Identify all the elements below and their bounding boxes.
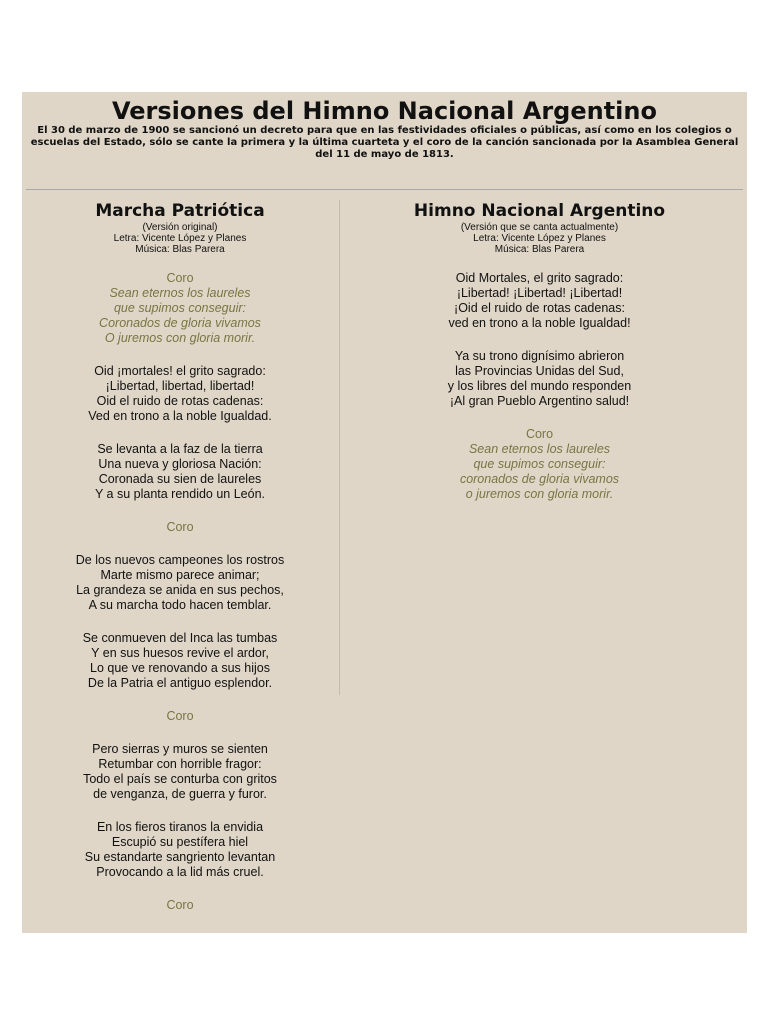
verse-line: Retumbar con horrible fragor: <box>98 757 262 771</box>
verse-line: Se conmueven del Inca las tumbas <box>82 631 278 645</box>
chorus-line: Sean eternos los laureles <box>468 442 611 456</box>
verse-line: Todo el país se conturba con gritos <box>83 772 277 786</box>
verse-line: Ya su trono dignísimo abrieron <box>454 349 625 363</box>
column-current <box>387 200 692 520</box>
chorus-line: o juremos con gloria morir. <box>465 487 614 501</box>
column-heading: Marcha Patriótica <box>95 201 265 221</box>
verse-line: ¡Libertad, libertad, libertad! <box>105 379 255 393</box>
music-credit: Música: Blas Parera <box>494 244 585 255</box>
verse-line: Coronada su sien de laureles <box>98 472 262 486</box>
verse-line: las Provincias Unidas del Sud, <box>455 364 624 378</box>
credits <box>40 222 320 255</box>
verse-line: Oid ¡mortales! el grito sagrado: <box>94 364 266 378</box>
chorus-line: O juremos con gloria morir. <box>104 331 256 345</box>
verse-line: de venganza, de guerra y furor. <box>93 787 267 801</box>
chorus-reference: Coro <box>166 520 194 534</box>
column-original <box>40 200 320 931</box>
page-title: Versiones del Himno Nacional Argentino <box>112 97 657 125</box>
verse-line: Marte mismo parece animar; <box>100 568 260 582</box>
verse-line: Se levanta a la faz de la tierra <box>97 442 263 456</box>
lyrics-credit: Letra: Vicente López y Planes <box>473 233 606 244</box>
stanza <box>40 631 320 691</box>
chorus <box>40 271 320 346</box>
verse-line: ¡Oid el ruido de rotas cadenas: <box>454 301 625 315</box>
stanza <box>387 349 692 409</box>
chorus-line: Sean eternos los laureles <box>109 286 251 300</box>
verse-line: Oid Mortales, el grito sagrado: <box>455 271 624 285</box>
verse-line: Pero sierras y muros se sienten <box>92 742 268 756</box>
horizontal-rule <box>26 189 743 190</box>
verse-line: Lo que ve renovando a sus hijos <box>90 661 270 675</box>
chorus-line: coronados de gloria vivamos <box>459 472 620 486</box>
stanza <box>387 271 692 331</box>
lyrics-credit: Letra: Vicente López y Planes <box>113 233 247 244</box>
document-panel <box>22 92 747 933</box>
version-note: (Versión que se canta actualmente) <box>460 222 619 233</box>
chorus-line: que supimos conseguir: <box>473 457 606 471</box>
chorus-line: que supimos conseguir: <box>113 301 247 315</box>
verse-line: En los fieros tiranos la envidia <box>96 820 264 834</box>
verse-line: Oid el ruido de rotas cadenas: <box>96 394 264 408</box>
verse-line: De los nuevos campeones los rostros <box>75 553 285 567</box>
chorus-reference: Coro <box>166 709 194 723</box>
verse-line: ved en trono a la noble Igualdad! <box>448 316 631 330</box>
chorus-line: Coronados de gloria vivamos <box>99 316 261 330</box>
verse-line: La grandeza se anida en sus pechos, <box>76 583 284 597</box>
chorus-reference: Coro <box>166 898 194 912</box>
verse-line: ¡Libertad! ¡Libertad! ¡Libertad! <box>456 286 623 300</box>
credits <box>387 222 692 255</box>
intro-paragraph: El 30 de marzo de 1900 se sancionó un decreto para que en las festividades oficiales o públicas, así como en los colegios o escuelas del Estado, sólo se cante la primera y la última cuarteta y el coro de la canción sancionada por la Asamblea General del 11 de mayo de 1813. <box>30 125 739 160</box>
verse-line: Provocando a la lid más cruel. <box>96 865 264 879</box>
version-note: (Versión original) <box>142 222 218 233</box>
verse-line: Ved en trono a la noble Igualdad. <box>88 409 272 423</box>
verse-line: A su marcha todo hacen temblar. <box>88 598 272 612</box>
verse-line: Escupió su pestífera hiel <box>111 835 249 849</box>
verse-line: Y en sus huesos revive el ardor, <box>91 646 269 660</box>
chorus <box>387 427 692 502</box>
chorus-heading: Coro <box>525 427 554 441</box>
stanza <box>40 820 320 880</box>
verse-line: y los libres del mundo responden <box>447 379 632 393</box>
column-divider <box>339 200 340 695</box>
verse-line: De la Patria el antiguo esplendor. <box>87 676 273 690</box>
verse-line: Su estandarte sangriento levantan <box>84 850 276 864</box>
verse-line: ¡Al gran Pueblo Argentino salud! <box>449 394 630 408</box>
verse-line: Una nueva y gloriosa Nación: <box>98 457 262 471</box>
stanza <box>40 742 320 802</box>
music-credit: Música: Blas Parera <box>135 244 225 255</box>
stanza <box>40 442 320 502</box>
verse-line: Y a su planta rendido un León. <box>94 487 266 501</box>
stanza <box>40 553 320 613</box>
column-heading: Himno Nacional Argentino <box>413 201 666 221</box>
chorus-heading: Coro <box>166 271 194 285</box>
stanza <box>40 364 320 424</box>
